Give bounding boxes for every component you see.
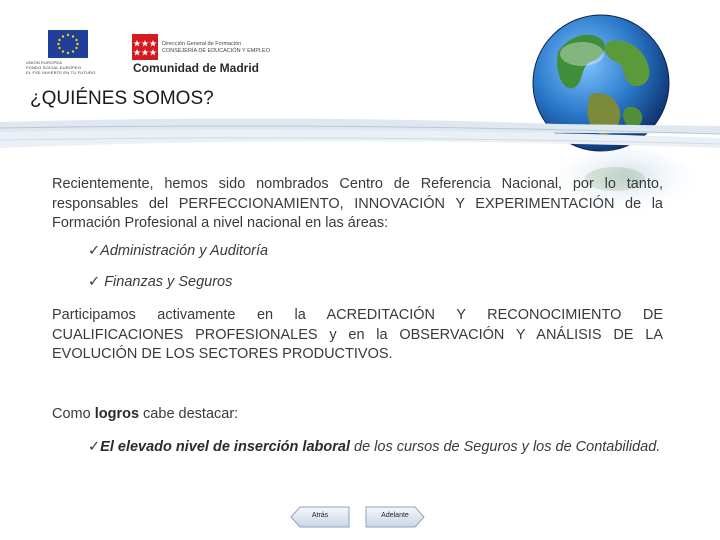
eu-caption-line: FONDO SOCIAL EUROPEO [26,65,82,70]
eu-caption-line: UNIÓN EUROPEA [26,60,63,65]
participation-paragraph: Participamos activamente en la ACREDITACIÓN Y RECONOCIMIENTO DE CUALIFICACIONES PROFESIONALES y en la OBSERVACIÓN Y ANÁLISIS DE LA EVOLUCIÓN DE LOS SECTORES PRODUCTIVOS. [52,307,663,362]
checkmark-icon: ✓ [88,439,101,455]
achievements-bold: logros [94,406,140,422]
area-list-item [88,274,232,290]
area-label: Finanzas y Seguros [104,274,233,290]
achievements-prefix: Como [52,406,95,422]
forward-label: Adelante [381,512,409,519]
madrid-department-caption [162,41,270,55]
decorative-swoosh [0,108,720,160]
checkmark-icon: ✓ [88,274,101,290]
achievements-heading [52,405,663,425]
eu-caption-line: EL FSE INVIERTE EN TU FUTURO [26,70,96,75]
achievements-suffix: cabe destacar: [139,406,239,422]
intro-paragraph: Recientemente, hemos sido nombrados Centro de Referencia Nacional, por lo tanto, responsables del PERFECCIONAMIENTO, INNOVACIÓN Y EXPERIMENTACIÓN de la Formación Profesional a nivel nacional en las áreas: [52,176,663,231]
back-label: Atrás [311,512,329,519]
achievement-rest: de los cursos de Seguros y los de Contabilidad. [349,439,661,455]
page-title: ¿QUIÉNES SOMOS? [30,88,214,109]
achievement-highlight: El elevado nivel de inserción laboral [100,439,350,455]
achievement-list-item [88,438,663,458]
madrid-caption-line: CONSEJERÍA DE EDUCACIÓN Y EMPLEO [162,48,270,54]
madrid-caption-line: Dirección General de Formación [162,41,242,47]
checkmark-icon: ✓ [88,243,101,259]
back-button[interactable] [290,506,350,528]
eu-flag-logo [48,30,88,58]
madrid-name: Comunidad de Madrid [133,61,259,75]
area-label: Administración y Auditoría [100,243,269,259]
forward-button[interactable] [365,506,425,528]
madrid-emblem-logo [132,34,158,60]
eu-fund-caption [26,60,126,75]
area-list-item [88,243,268,259]
